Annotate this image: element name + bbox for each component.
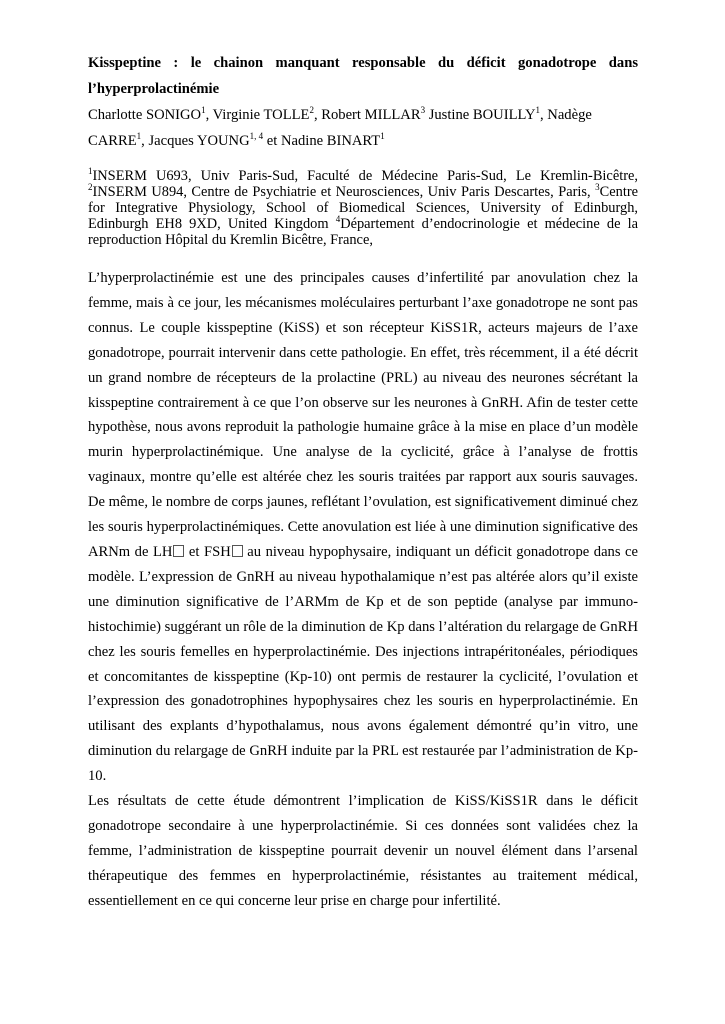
author-name: Justine BOUILLY xyxy=(425,107,536,123)
affil-sup: 3 xyxy=(595,182,600,193)
author-affil-sup: 1 xyxy=(535,105,540,116)
document-title xyxy=(88,50,638,102)
author-list xyxy=(88,102,638,154)
affiliations xyxy=(88,168,638,248)
affil-text: Centre for Integrative Physiology, School of Biomedical Sciences, University of Edinburgh, Edinburgh EH8 9XD, United Kingdom xyxy=(88,184,638,232)
author-name: CARRE xyxy=(88,133,137,149)
affil-text: Département d’endocrinologie et médecine de la reproduction Hôpital du Kremlin Bicêtre, France, xyxy=(88,216,638,248)
author-affil-sup: 1 xyxy=(380,131,385,142)
author-name: et Nadine BINART xyxy=(263,133,381,149)
title-line-1: Kisspeptine : le chainon manquant responsable du déficit gonadotrope dans xyxy=(88,55,638,71)
author-name: Charlotte SONIGO xyxy=(88,107,202,123)
affil-sup: 4 xyxy=(335,214,341,225)
missing-glyph-icon xyxy=(173,545,184,557)
abstract-text: au niveau hypophysaire, indiquant un déficit gonadotrope dans ce modèle. L’expression de GnRH au niveau hypothalamique n’est pas altérée alors qu’il existe une diminution significative de l’ARMm de Kp et de son peptide (analyse par immuno-histochimie) suggérant un rôle de la diminution de Kp dans l’altération du relargage de GnRH chez les souris femelles en hyperprolactinémie. Des injections intrapéritonéales, périodiques et concomitantes de kisspeptine (Kp-10) ont permis de restaurer la cyclicité, l’ovulation et l’expression des gonadotrophines hypophysaires chez les souris en hyperprolactinémie. En utilisant des explants d’hypothalamus, nous avons également démontré qu’in vitro, une diminution du relargage de GnRH induite par la PRL est restaurée par l’administration de Kp-10. xyxy=(88,543,638,785)
abstract-paragraph-1 xyxy=(88,266,638,789)
document-page xyxy=(88,50,638,914)
missing-glyph-icon xyxy=(232,545,243,557)
abstract-text: et FSH xyxy=(184,543,231,560)
affil-text: INSERM U894, Centre de Psychiatrie et Neurosciences, Univ Paris Descartes, Paris, xyxy=(92,184,596,200)
affil-sup: 1 xyxy=(88,166,93,177)
title-line-2: l’hyperprolactinémie xyxy=(88,81,220,97)
author-affil-sup: 1, 4 xyxy=(249,131,264,142)
author-name: , Jacques YOUNG xyxy=(141,133,250,149)
author-affil-sup: 3 xyxy=(420,105,426,116)
author-row-2 xyxy=(88,128,638,154)
author-row-1 xyxy=(88,102,638,128)
author-name: , Virginie TOLLE xyxy=(205,107,310,123)
author-affil-sup: 1 xyxy=(201,105,206,116)
abstract-text: L’hyperprolactinémie est une des principales causes d’infertilité par anovulation chez la femme, mais à ce jour, les mécanismes moléculaires perturbant l’axe gonadotrope ne sont pas connus. Le couple kisspeptine (KiSS) et son récepteur KiSS1R, acteurs majeurs de l’axe gonadotrope, pourrait intervenir dans cette pathologie. En effet, très récemment, il a été décrit un grand nombre de récepteurs de la prolactine (PRL) au niveau des neurones sécrétant la kisspeptine contrairement à ce que l’on observe sur les neurones à GnRH. Afin de tester cette hypothèse, nous avons reproduit la pathologie humaine grâce à la mise en place d’un modèle murin hyperprolactinémique. Une analyse de la cyclicité, grâce à l’analyse de frottis vaginaux, montre qu’elle est altérée chez les souris traitées par rapport aux souris sauvages. De même, le nombre de corps jaunes, reflétant l’ovulation, est significativement diminué chez les souris hyperprolactinémiques. Cette anovulation est liée à une diminution significative des ARNm de LH xyxy=(88,270,638,560)
author-affil-sup: 1 xyxy=(136,131,142,142)
abstract-body xyxy=(88,266,638,914)
author-name: , Robert MILLAR xyxy=(313,107,421,123)
affil-sup: 2 xyxy=(88,182,93,193)
abstract-paragraph-2: Les résultats de cette étude démontrent l’implication de KiSS/KiSS1R dans le déficit gonadotrope secondaire à une hyperprolactinémie. Si ces données sont validées chez la femme, l’administration de kisspeptine pourrait devenir un nouvel élément dans l’arsenal thérapeutique des femmes en hyperprolactinémie, résistantes au traitement médical, essentiellement en ce qui concerne leur prise en charge pour infertilité. xyxy=(88,793,638,909)
author-name: , Nadège xyxy=(539,107,592,123)
author-affil-sup: 2 xyxy=(309,105,314,116)
affil-text: INSERM U693, Univ Paris-Sud, Faculté de Médecine Paris-Sud, Le Kremlin-Bicêtre, xyxy=(92,168,638,184)
